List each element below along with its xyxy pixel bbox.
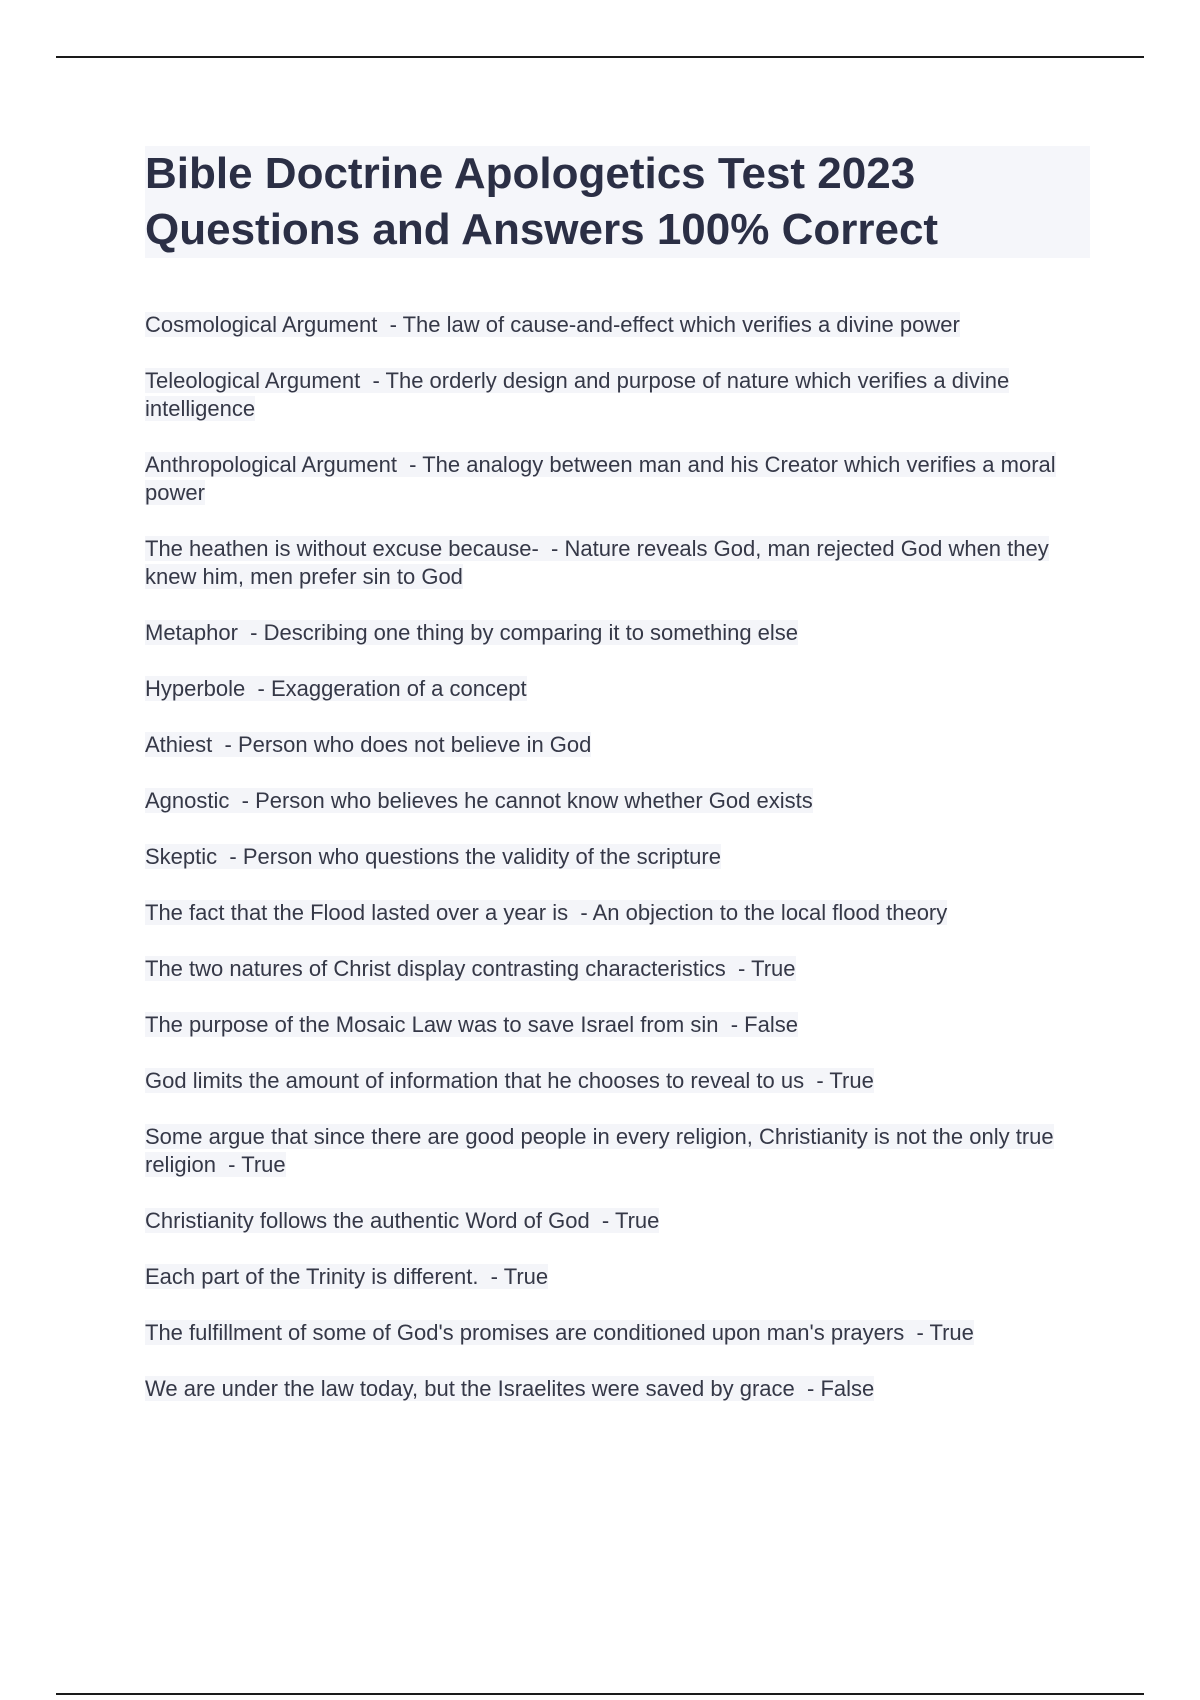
qa-answer: True <box>751 956 796 981</box>
qa-term: Agnostic <box>145 788 230 813</box>
qa-term: The heathen is without excuse because- <box>145 536 539 561</box>
qa-term: The fact that the Flood lasted over a year is <box>145 900 569 925</box>
qa-item: Anthropological Argument - The analogy between man and his Creator which verifies a moral power <box>145 452 1056 505</box>
qa-term: Skeptic <box>145 844 218 869</box>
qa-item: The purpose of the Mosaic Law was to save Israel from sin - False <box>145 1012 798 1037</box>
qa-item: Agnostic - Person who believes he cannot know whether God exists <box>145 788 813 813</box>
qa-answer: True <box>829 1068 874 1093</box>
qa-item: Teleological Argument - The orderly design and purpose of nature which verifies a divine intelligence <box>145 368 1010 421</box>
qa-answer: Person who believes he cannot know whether God exists <box>255 788 813 813</box>
qa-item: Christianity follows the authentic Word of God - True <box>145 1208 660 1233</box>
qa-answer: False <box>820 1376 875 1401</box>
qa-answer: False <box>744 1012 798 1037</box>
qa-item: Athiest - Person who does not believe in God <box>145 732 592 757</box>
qa-term: The fulfillment of some of God's promises are conditioned upon man's prayers <box>145 1320 905 1345</box>
qa-list <box>145 311 1095 1431</box>
qa-term: Christianity follows the authentic Word of God <box>145 1208 590 1233</box>
qa-term: The two natures of Christ display contrasting characteristics <box>145 956 726 981</box>
qa-answer: True <box>929 1320 974 1345</box>
qa-term: We are under the law today, but the Israelites were saved by grace <box>145 1376 795 1401</box>
qa-item: Cosmological Argument - The law of cause-and-effect which verifies a divine power <box>145 312 960 337</box>
qa-term: Each part of the Trinity is different. <box>145 1264 479 1289</box>
qa-item: Skeptic - Person who questions the validity of the scripture <box>145 844 721 869</box>
qa-item: Metaphor - Describing one thing by comparing it to something else <box>145 620 799 645</box>
qa-item: The fulfillment of some of God's promises are conditioned upon man's prayers - True <box>145 1320 974 1345</box>
qa-answer: Exaggeration of a concept <box>270 676 527 701</box>
qa-answer: Person who does not believe in God <box>237 732 592 757</box>
qa-answer: True <box>614 1208 660 1233</box>
qa-item: Some argue that since there are good people in every religion, Christianity is not the only true religion - True <box>145 1124 1054 1177</box>
qa-item: The two natures of Christ display contrasting characteristics - True <box>145 956 796 981</box>
qa-item: God limits the amount of information that he chooses to reveal to us - True <box>145 1068 874 1093</box>
qa-item: The heathen is without excuse because- - Nature reveals God, man rejected God when they knew him, men prefer sin to God <box>145 536 1049 589</box>
qa-term: Teleological Argument <box>145 368 361 393</box>
bottom-rule <box>56 1693 1144 1695</box>
qa-answer: Nature reveals God, man rejected God when they knew him, men prefer sin to God <box>145 536 1049 589</box>
qa-item: We are under the law today, but the Israelites were saved by grace - False <box>145 1376 875 1401</box>
qa-term: Cosmological Argument <box>145 312 378 337</box>
qa-term: God limits the amount of information that he chooses to reveal to us <box>145 1068 805 1093</box>
qa-item: Each part of the Trinity is different. - True <box>145 1264 549 1289</box>
qa-answer: True <box>241 1152 286 1177</box>
qa-answer: True <box>503 1264 549 1289</box>
qa-item: The fact that the Flood lasted over a year is - An objection to the local flood theory <box>145 900 948 925</box>
qa-answer: The orderly design and purpose of nature which verifies a divine intelligence <box>145 368 1010 421</box>
qa-answer: Describing one thing by comparing it to something else <box>263 620 799 645</box>
qa-term: Anthropological Argument <box>145 452 397 477</box>
qa-answer: Person who questions the validity of the scripture <box>242 844 721 869</box>
qa-term: Hyperbole <box>145 676 246 701</box>
document-title: Bible Doctrine Apologetics Test 2023 Questions and Answers 100% Correct <box>145 149 939 254</box>
qa-term: The purpose of the Mosaic Law was to save Israel from sin <box>145 1012 719 1037</box>
qa-answer: The analogy between man and his Creator which verifies a moral power <box>145 452 1056 505</box>
qa-answer: The law of cause-and-effect which verifies a divine power <box>402 312 960 337</box>
qa-item: Hyperbole - Exaggeration of a concept <box>145 676 527 701</box>
qa-term: Metaphor <box>145 620 238 645</box>
qa-term: Some argue that since there are good people in every religion, Christianity is not the only true religion <box>145 1124 1054 1177</box>
qa-term: Athiest <box>145 732 213 757</box>
title-block <box>145 146 1090 258</box>
top-rule <box>56 56 1144 58</box>
qa-answer: An objection to the local flood theory <box>592 900 948 925</box>
